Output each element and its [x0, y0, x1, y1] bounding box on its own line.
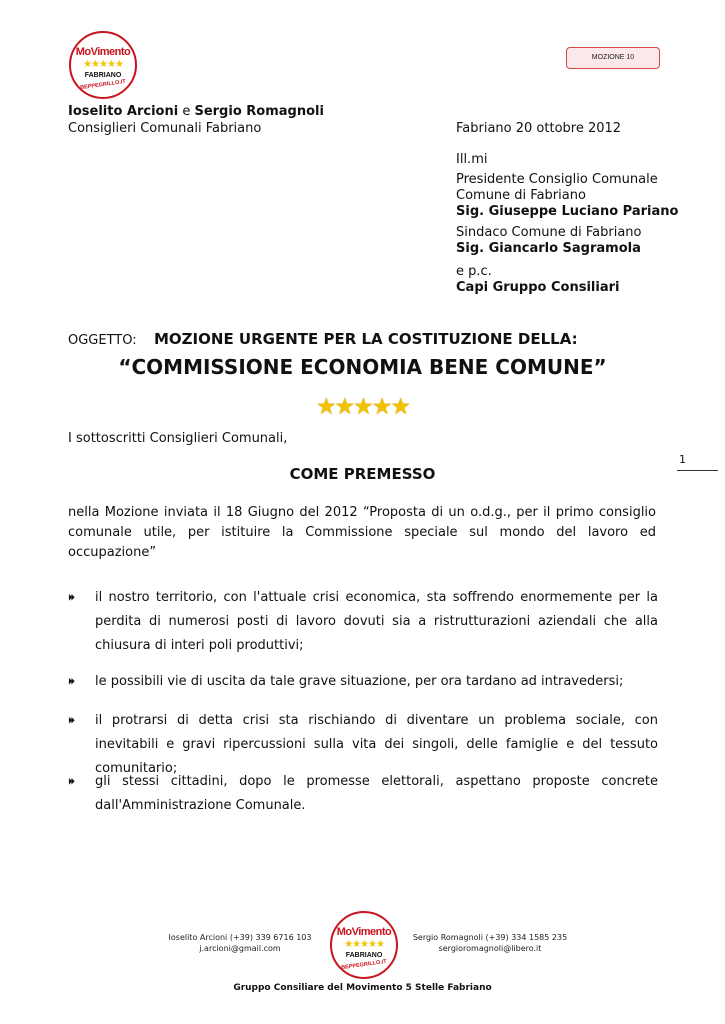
sender-names — [68, 104, 324, 120]
list-item — [68, 586, 658, 658]
recipient-2-name: Sig. Giancarlo Sagramola — [456, 241, 641, 256]
bullet-text: le possibili vie di uscita da tale grave situazione, per ora tardano ad intravedersi; — [95, 674, 624, 689]
section-title: COME PREMESSO — [289, 465, 436, 483]
recipient-1-org: Comune di Fabriano — [456, 188, 586, 203]
bullet-text: gli stessi cittadini, dopo le promesse elettorali, aspettano proposte concrete dall'Amministrazione Comunale. — [95, 774, 658, 813]
footer-contact-left — [150, 932, 330, 954]
footer-contact-right — [400, 932, 580, 954]
sender-connector: e — [182, 104, 191, 119]
salutation: Ill.mi — [456, 152, 488, 167]
recipient-1-name: Sig. Giuseppe Luciano Pariano — [456, 204, 679, 219]
list-item — [68, 770, 658, 818]
cc-label: e p.c. — [456, 264, 492, 279]
movimento-logo — [69, 31, 137, 99]
double-arrow-icon: ⏵⏵ — [68, 716, 74, 726]
logo-stars: ★★★★★ — [83, 59, 123, 70]
bullet-text: il nostro territorio, con l'attuale crisi economica, sta soffrendo enormemente per la perdita di numerosi posti di lavoro dovuti sia a ristrutturazioni aziendali che alla chiusura di interi poli produttivi; — [95, 590, 658, 653]
double-arrow-icon: ⏵⏵ — [68, 593, 74, 603]
logo-city: FABRIANO — [345, 952, 383, 959]
intro-text: I sottoscritti Consiglieri Comunali, — [68, 431, 288, 446]
footer-group-name: Gruppo Consiliare del Movimento 5 Stelle Fabriano — [233, 983, 492, 993]
place-date: Fabriano 20 ottobre 2012 — [456, 121, 622, 136]
cc-name: Capi Gruppo Consiliari — [456, 280, 620, 295]
double-arrow-icon: ⏵⏵ — [68, 677, 74, 687]
sender-name-1: Ioselito Arcioni — [68, 104, 179, 119]
premise-paragraph: nella Mozione inviata il 18 Giugno del 2012 “Proposta di un o.d.g., per il primo consiglio comunale utile, per istituire la Commissione speciale sul mondo del lavoro ed occupazione” — [68, 505, 656, 560]
footer-right-line-2: sergioromagnoli@libero.it — [438, 944, 542, 953]
logo-title: MoVimento — [75, 46, 131, 58]
logo-city: FABRIANO — [84, 72, 122, 79]
page-number: 1 — [679, 453, 686, 466]
list-item — [68, 670, 658, 694]
logo-title: MoVimento — [336, 926, 392, 938]
subject-line-1: MOZIONE URGENTE PER LA COSTITUZIONE DELLA: — [154, 330, 578, 348]
footer-left-line-2: j.arcioni@gmail.com — [199, 944, 281, 953]
movimento-logo-footer — [330, 911, 398, 979]
recipient-1-role: Presidente Consiglio Comunale — [456, 172, 658, 187]
footer-left-line-1: Ioselito Arcioni (+39) 339 6716 103 — [168, 933, 312, 942]
subject-label: OGGETTO: — [68, 333, 137, 348]
sender-name-2: Sergio Romagnoli — [194, 104, 324, 119]
recipient-2-role: Sindaco Comune di Fabriano — [456, 225, 642, 240]
bullet-text: il protrarsi di detta crisi sta rischiando di diventare un problema sociale, con inevitabili e gravi ripercussioni sulla vita dei singoli, delle famiglie e del tessuto comunitario; — [95, 713, 658, 776]
logo-stars: ★★★★★ — [344, 939, 384, 950]
footer-right-line-1: Sergio Romagnoli (+39) 334 1585 235 — [412, 933, 568, 942]
double-arrow-icon: ⏵⏵ — [68, 777, 74, 787]
subject-stars: ★★★★★ — [315, 394, 410, 420]
motion-number-badge: MOZIONE 10 — [566, 47, 660, 69]
subject-line-2: “COMMISSIONE ECONOMIA BENE COMUNE” — [118, 355, 607, 379]
sender-role: Consiglieri Comunali Fabriano — [68, 121, 262, 136]
logo-site: BEPPEGRILLO.IT — [340, 958, 388, 972]
logo-site: BEPPEGRILLO.IT — [79, 78, 127, 92]
